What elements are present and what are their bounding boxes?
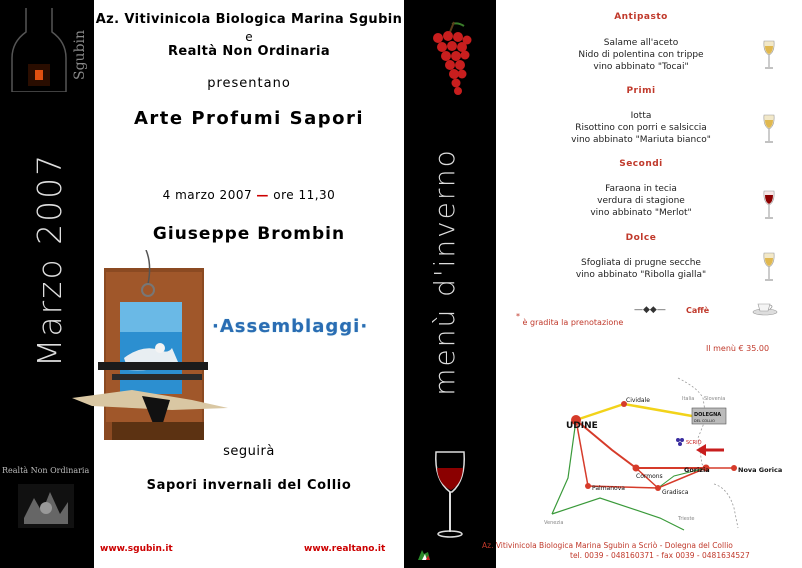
- menu-item: vino abbinato "Mariuta bianco": [571, 135, 711, 145]
- left-footer-brand: Realtà Non Ordinaria: [2, 466, 90, 475]
- red-wine-glass-icon: [432, 450, 468, 542]
- artist-name: Giuseppe Brombin: [152, 224, 346, 244]
- artwork-image: [72, 250, 242, 442]
- menu-vertical-title: menù d'inverno: [428, 148, 461, 396]
- map-label-venezia: Venezia: [544, 520, 564, 526]
- italian-flag-icon: [416, 548, 432, 562]
- map-label-nova-gorica: Nova Gorica: [738, 466, 783, 474]
- vertical-date-title: Marzo 2007: [30, 152, 69, 368]
- section-secondi: Secondi: [619, 159, 663, 169]
- event-time: ore 11,30: [273, 188, 336, 202]
- map-label-italia: Italia: [682, 396, 695, 402]
- menu-item: Faraona in tecia: [605, 184, 677, 194]
- map-label-cormons: Cormons: [636, 473, 663, 480]
- section-caffe: Caffè: [686, 306, 710, 315]
- website-link-realtano[interactable]: www.realtano.it: [304, 544, 386, 554]
- menu-footer-contacts: tel. 0039 - 048160371 - fax 0039 - 0481634527: [570, 551, 750, 560]
- caffe-ornament: —◆◆—: [634, 305, 666, 315]
- event-title: Arte Profumi Sapori: [133, 108, 365, 129]
- menu-item: Sfogliata di prugne secche: [581, 258, 701, 268]
- map-label-slovenia: Slovenia: [704, 396, 726, 402]
- red-wine-glass-small-icon: [762, 190, 776, 220]
- dolce-items: [496, 257, 786, 281]
- organizer-association: Realtà Non Ordinaria: [167, 44, 331, 59]
- white-wine-glass-icon: [762, 40, 776, 70]
- menu-item: vino abbinato "Tocai": [593, 62, 689, 72]
- wine-bottle-logo-icon: [6, 8, 76, 92]
- booking-note-text: è gradita la prenotazione: [522, 318, 624, 327]
- menu-item: vino abbinato "Merlot": [590, 208, 692, 218]
- follows-text: seguirà: [223, 444, 275, 459]
- menu-price: Il menù € 35.00: [706, 344, 770, 353]
- white-wine-glass-icon: [762, 252, 776, 282]
- primi-items: [496, 110, 786, 146]
- menu-item: Risottino con porri e salsiccia: [575, 123, 707, 133]
- map-label-cividale: Cividale: [626, 397, 650, 404]
- food-event-title: Sapori invernali del Collio: [146, 478, 352, 493]
- map-label-dolegna-sub: DEL COLLIO: [694, 419, 715, 423]
- map-label-trieste: Trieste: [678, 516, 695, 522]
- map-label-dolegna: DOLEGNA: [694, 412, 722, 418]
- map-label-scrio: SCRIÒ: [686, 440, 702, 446]
- map-label-palmanova: Palmanova: [592, 485, 625, 492]
- location-map: [528, 368, 788, 534]
- work-title-text: Assemblaggi: [219, 316, 361, 337]
- secondi-items: [496, 183, 786, 219]
- booking-note: [516, 312, 624, 327]
- menu-item: verdura di stagione: [597, 196, 685, 206]
- menu-item: Nido di polentina con trippe: [578, 50, 704, 60]
- menu-footer-address: Az. Vitivinicola Biologica Marina Sgubin a Scriò - Dolegna del Collio: [482, 541, 733, 550]
- map-label-gorizia: Gorizia: [684, 466, 710, 474]
- coffee-cup-icon: [752, 300, 778, 316]
- organizer-winery: Az. Vitivinicola Biologica Marina Sgubin: [95, 12, 403, 27]
- work-title: ·Assemblaggi·: [212, 316, 369, 337]
- section-dolce: Dolce: [625, 233, 657, 243]
- grapes-icon: [424, 20, 474, 98]
- antipasto-items: [496, 37, 786, 73]
- section-antipasto: Antipasto: [614, 12, 668, 22]
- menu-item: vino abbinato "Ribolla gialla": [575, 270, 707, 280]
- menu-item: Iotta: [630, 111, 652, 121]
- map-label-gradisca: Gradisca: [662, 489, 689, 496]
- section-primi: Primi: [626, 86, 656, 96]
- booking-star: *: [516, 312, 520, 321]
- website-link-sgubin[interactable]: www.sgubin.it: [100, 544, 173, 554]
- event-datetime: [94, 188, 404, 202]
- event-date: 4 marzo 2007: [162, 188, 253, 202]
- brand-vertical: Sgubin: [72, 29, 88, 80]
- white-wine-glass-icon: [762, 114, 776, 144]
- map-label-udine: UDINE: [566, 421, 598, 431]
- date-separator: —: [256, 188, 269, 202]
- conjunction: e: [245, 30, 253, 44]
- presents-text: presentano: [207, 76, 291, 91]
- brand-emblem-icon: [18, 484, 74, 528]
- menu-item: Salame all'aceto: [603, 38, 679, 48]
